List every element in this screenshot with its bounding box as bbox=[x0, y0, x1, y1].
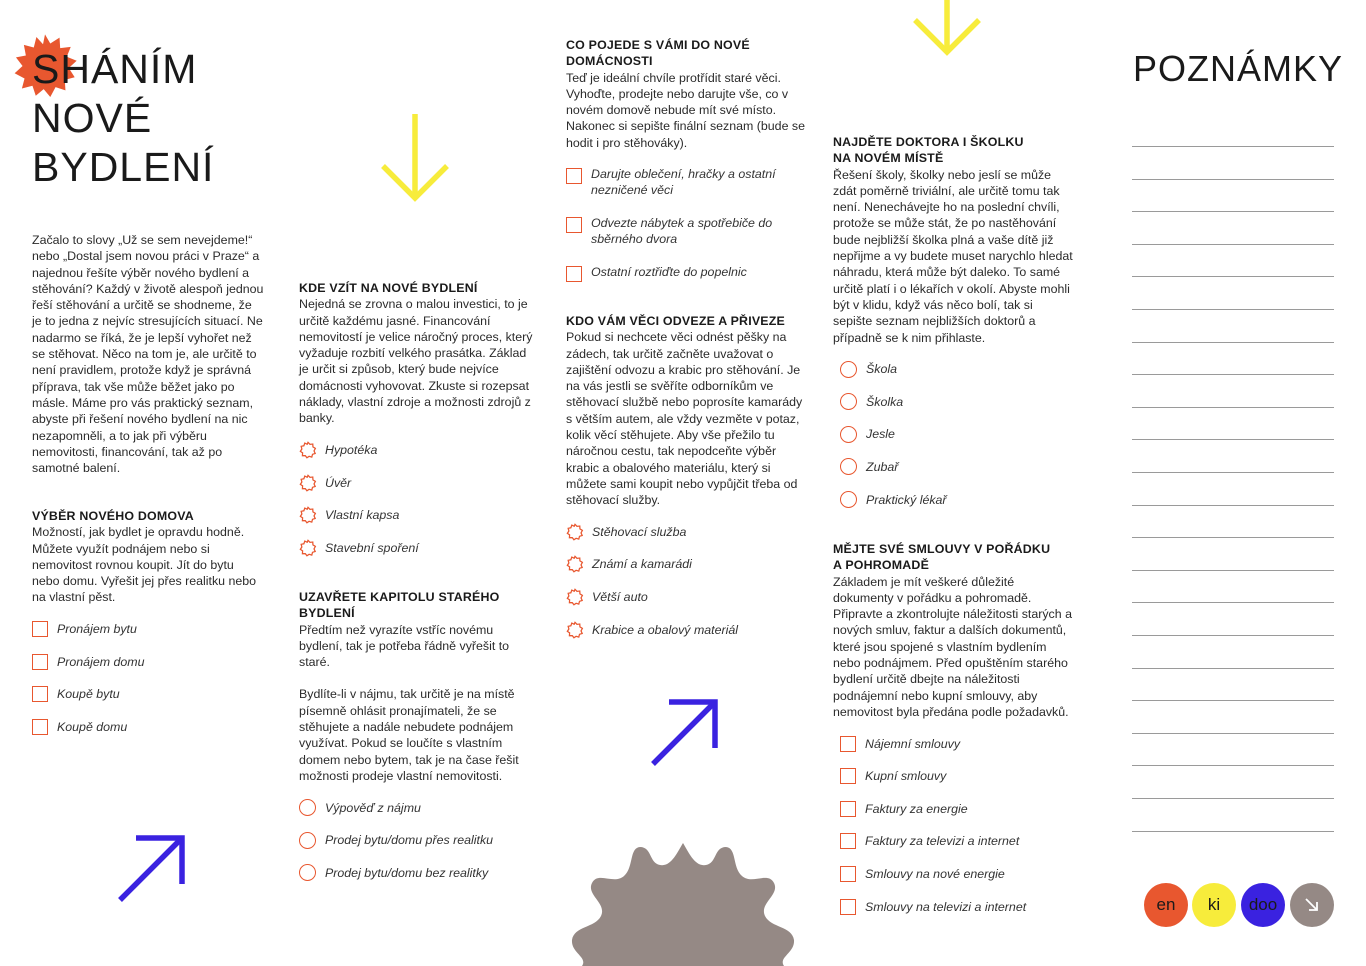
checklist-label: Škola bbox=[866, 362, 897, 377]
section-uzavrete-heading bbox=[299, 589, 535, 622]
radio-circle[interactable] bbox=[299, 864, 316, 881]
checkbox[interactable] bbox=[840, 801, 856, 817]
checklist-label bbox=[591, 215, 772, 248]
checklist-item[interactable] bbox=[840, 385, 1073, 418]
checklist-item[interactable] bbox=[299, 531, 535, 564]
down-arrow-icon bbox=[911, 0, 983, 58]
checkbox[interactable] bbox=[566, 266, 582, 282]
checklist-label: Úvěr bbox=[325, 475, 352, 490]
checklist-item[interactable] bbox=[299, 824, 535, 857]
checklist-label: Smlouvy na televizi a internet bbox=[865, 899, 1027, 914]
checkbox[interactable] bbox=[840, 768, 856, 784]
note-line[interactable] bbox=[1132, 374, 1334, 375]
up-right-arrow-icon bbox=[116, 832, 188, 904]
note-line[interactable] bbox=[1132, 244, 1334, 245]
heading-line-1: UZAVŘETE KAPITOLU STARÉHO bbox=[299, 590, 500, 604]
note-line[interactable] bbox=[1132, 472, 1334, 473]
checklist-label: Ostatní roztřiďte do popelnic bbox=[591, 264, 747, 279]
checkbox[interactable] bbox=[566, 168, 582, 184]
brand-arrow-button[interactable] bbox=[1290, 883, 1334, 927]
checklist-item[interactable] bbox=[299, 434, 535, 467]
title-line-2: NOVÉ bbox=[32, 95, 153, 141]
checklist-label: Kupní smlouvy bbox=[865, 769, 947, 784]
section-kdo bbox=[566, 313, 806, 646]
checklist-item[interactable] bbox=[566, 516, 806, 549]
checklist-item[interactable] bbox=[840, 858, 1073, 891]
radio-circle[interactable] bbox=[840, 426, 857, 443]
checklist-item[interactable] bbox=[566, 215, 806, 264]
section-vyber-heading: VÝBĚR NOVÉHO DOMOVA bbox=[32, 509, 194, 523]
section-kde-text: Nejedná se zrovna o malou investici, to je určitě každému jasné. Financování nemovitostí je velice náročný proces, který vyžaduje rozbití velkého prasátka. Základ je určit si způsob, který bude nejvíce domácnosti vyhovovat. Zkuste si rozepsat náklady, vlastní zdroje a možnosti zdrojů z banky. bbox=[299, 297, 533, 426]
checklist-label: Známí a kamarádi bbox=[592, 557, 692, 572]
checklist-vyber bbox=[32, 613, 264, 743]
section-kde bbox=[299, 280, 535, 564]
grey-burst-shape bbox=[566, 843, 800, 966]
note-line[interactable] bbox=[1132, 700, 1334, 701]
checklist-item[interactable] bbox=[566, 581, 806, 614]
checklist-label: Školka bbox=[866, 394, 904, 409]
checkbox[interactable] bbox=[32, 686, 48, 702]
brand-logo-doo: doo bbox=[1241, 883, 1285, 927]
star-checkbox-icon[interactable] bbox=[299, 506, 317, 524]
heading-line-2: NA NOVÉM MÍSTĚ bbox=[833, 151, 944, 166]
checklist-label: Pronájem bytu bbox=[57, 622, 137, 637]
checklist-label: Stěhovací služba bbox=[592, 524, 687, 539]
section-smlouvy-heading bbox=[833, 541, 1073, 574]
checklist-item[interactable] bbox=[840, 727, 1073, 760]
section-kdo-text: Pokud si nechcete věci odnést pěšky na zádech, tak určitě začněte uvažovat o zajištění odvozu a krabic pro stěhování. Je na vás jestli se svěříte odborníkům ve stěhovací službě nebo poprosíte kamarády s větším autem, ale vždy vezměte v potaz, kolik věcí stěhujete. Aby vše přežilo tu náročnou cestu, tak nepodceňte výběr krabic a obalového materiálu, který si můžete sami koupit nebo vypůjčit třeba od stěhovací služby. bbox=[566, 330, 803, 508]
note-line[interactable] bbox=[1132, 276, 1334, 277]
checkbox[interactable] bbox=[32, 621, 48, 637]
radio-circle[interactable] bbox=[299, 799, 316, 816]
checklist-label: Faktury za energie bbox=[865, 801, 968, 816]
note-line[interactable] bbox=[1132, 765, 1334, 766]
checklist-label: Vlastní kapsa bbox=[325, 508, 400, 523]
checklist-item[interactable] bbox=[566, 264, 806, 297]
note-line[interactable] bbox=[1132, 831, 1334, 832]
checklist-kdo bbox=[566, 516, 806, 646]
note-line[interactable] bbox=[1132, 635, 1334, 636]
checklist-label: Jesle bbox=[866, 427, 895, 442]
note-line[interactable] bbox=[1132, 733, 1334, 734]
heading-line-1: MĚJTE SVÉ SMLOUVY V POŘÁDKU bbox=[833, 542, 1051, 556]
note-line[interactable] bbox=[1132, 439, 1334, 440]
checklist-item[interactable] bbox=[32, 711, 264, 744]
checkbox[interactable] bbox=[566, 217, 582, 233]
checklist-item[interactable] bbox=[840, 760, 1073, 793]
checklist-label: Výpověď z nájmu bbox=[325, 800, 421, 815]
label-line-1: Darujte oblečení, hračky a ostatní bbox=[591, 167, 776, 182]
star-checkbox-icon[interactable] bbox=[566, 621, 584, 639]
radio-circle[interactable] bbox=[840, 361, 857, 378]
checklist-item[interactable] bbox=[299, 856, 535, 889]
column-intro bbox=[32, 0, 264, 734]
down-arrow-icon bbox=[380, 112, 450, 204]
checklist-label: Pronájem domu bbox=[57, 654, 145, 669]
checklist-label: Nájemní smlouvy bbox=[865, 736, 961, 751]
checklist-item[interactable] bbox=[566, 613, 806, 646]
label-line-2: nezničené věci bbox=[591, 183, 673, 198]
checklist-item[interactable] bbox=[566, 548, 806, 581]
note-line[interactable] bbox=[1132, 146, 1334, 147]
checklist-label: Větší auto bbox=[592, 590, 648, 605]
checklist-item[interactable] bbox=[566, 166, 806, 215]
section-uzavrete bbox=[299, 589, 535, 889]
heading-line-2: DOMÁCNOSTI bbox=[566, 54, 653, 69]
brand-logo-ki: ki bbox=[1192, 883, 1236, 927]
section-uzavrete-text-1: Předtím než vyrazíte vstříc novému bydlení, tak je potřeba řádně vyřešit to staré. bbox=[299, 622, 510, 670]
label-line-2: sběrného dvora bbox=[591, 232, 678, 247]
section-smlouvy bbox=[833, 541, 1073, 923]
title-line-1: SHÁNÍM bbox=[32, 46, 198, 92]
checklist-label: Zubař bbox=[866, 459, 899, 474]
checklist-item[interactable] bbox=[32, 613, 264, 646]
section-vyber-text: Možností, jak bydlet je opravdu hodně. Můžete využít podnájem nebo si nemovitost rovnou koupit. Jít do bytu nebo domu. Vyřešit jej přes realitku nebo na vlastní pěst. bbox=[32, 525, 257, 605]
star-checkbox-icon[interactable] bbox=[299, 474, 317, 492]
section-doktor-text: Řešení školy, školky nebo jeslí se může zdát poměrně triviální, ale určitě tomu tak není. Nenechávejte ho na poslední chvíli, protože se může stát, že po nastěhování bude nejbližší školka plná a vaše dítě již nepřijme a vy budete muset narychlo hledat náhradu, která může být daleko. To samé určitě platí i o lékařích v okolí. Abyste mohli být v klidu, když vás něco bolí, tak si sepište seznam nejbližších doktorů a případně se k nim přihlaste. bbox=[833, 167, 1073, 345]
heading-line-1: NAJDĚTE DOKTORA I ŠKOLKU bbox=[833, 135, 1024, 149]
heading-line-2: BYDLENÍ bbox=[299, 606, 355, 621]
heading-line-1: CO POJEDE S VÁMI DO NOVÉ bbox=[566, 38, 750, 52]
checklist-item[interactable] bbox=[840, 451, 1073, 484]
down-right-arrow-icon bbox=[1302, 895, 1322, 915]
heading-line-2: A POHROMADĚ bbox=[833, 558, 930, 573]
note-line[interactable] bbox=[1132, 668, 1334, 669]
section-co-heading bbox=[566, 37, 806, 70]
checklist-uzavrete bbox=[299, 791, 535, 889]
checklist-item[interactable] bbox=[299, 791, 535, 824]
section-doktor-heading bbox=[833, 134, 1073, 167]
section-co-text: Teď je ideální chvíle protřídit staré věci. Vyhoďte, prodejte nebo darujte vše, co v novém domově nebude mít své místo. Nakonec si sepište finální seznam (bude se hodit i pro stěhováky). bbox=[566, 70, 805, 150]
note-line[interactable] bbox=[1132, 407, 1334, 408]
checklist-item[interactable] bbox=[840, 418, 1073, 451]
star-checkbox-icon[interactable] bbox=[566, 588, 584, 606]
checklist-label: Smlouvy na nové energie bbox=[865, 866, 1005, 881]
note-line[interactable] bbox=[1132, 309, 1334, 310]
up-right-arrow-icon bbox=[649, 696, 721, 768]
section-smlouvy-text: Základem je mít veškeré důležité dokumenty v pořádku a pohromadě. Připravte a zkontrolujte náležitosti starých a nových smluv, faktur a dalších dokumentů, které jsou spojené s vlastním bydlením nebo podnájmem. Před opuštěním starého bydlení určitě dbejte na náležitosti podnájemní nebo kupní smlouvy, aby nemovitost byla předána podle požadavků. bbox=[833, 574, 1072, 719]
checkbox[interactable] bbox=[32, 654, 48, 670]
checklist-item[interactable] bbox=[840, 890, 1073, 923]
brand-logo-en: en bbox=[1144, 883, 1188, 927]
section-kde-heading: KDE VZÍT NA NOVÉ BYDLENÍ bbox=[299, 281, 478, 295]
checkbox[interactable] bbox=[840, 899, 856, 915]
section-kdo-heading: KDO VÁM VĚCI ODVEZE A PŘIVEZE bbox=[566, 314, 785, 328]
section-uzavrete-text-2: Bydlíte-li v nájmu, tak určitě je na místě písemně ohlásit pronajímateli, že se stěhujete a nadále nebudete podnájem využívat. Pokud se loučíte s vlastním domem nebo bytem, tak je na čase řešit možnosti prodeje vlastní nemovitosti. bbox=[299, 687, 519, 783]
note-line[interactable] bbox=[1132, 179, 1334, 180]
section-doktor bbox=[833, 134, 1073, 516]
note-line[interactable] bbox=[1132, 505, 1334, 506]
checklist-item[interactable] bbox=[840, 483, 1073, 516]
checklist-label: Prodej bytu/domu bez realitky bbox=[325, 865, 489, 880]
checklist-label: Praktický lékař bbox=[866, 492, 947, 507]
checkbox[interactable] bbox=[840, 736, 856, 752]
checklist-label bbox=[591, 166, 776, 199]
page-title bbox=[32, 45, 264, 192]
section-vyber bbox=[32, 508, 264, 743]
radio-circle[interactable] bbox=[840, 491, 857, 508]
note-line[interactable] bbox=[1132, 570, 1334, 571]
radio-circle[interactable] bbox=[299, 832, 316, 849]
title-line-3: BYDLENÍ bbox=[32, 144, 215, 190]
star-checkbox-icon[interactable] bbox=[566, 523, 584, 541]
checklist-item[interactable] bbox=[840, 353, 1073, 386]
intro-text: Začalo to slovy „Už se sem nevejdeme!“ nebo „Dostal jsem novou práci v Praze“ a najednou řešíte výběr nového bydlení a stěhování? Každý v životě alespoň jednou řeší stěhování a určitě se shodneme, že je to jedna z nejvíc stresujících situací. Ne nadarmo se říká, že je lepší vyhořet než se stěhovat. Něco na tom je, ale určitě to není pravidlem, protože když je správná příprava, tak vše může běžet jako po másle. Máme pro vás praktický seznam, abyste při řešení nového bydlení na nic nezapomněli, a to jak při výběru nemovitosti, financování, tak až po samotné balení. bbox=[32, 233, 264, 476]
checkbox[interactable] bbox=[840, 866, 856, 882]
checklist-kde bbox=[299, 434, 535, 564]
star-checkbox-icon[interactable] bbox=[566, 555, 584, 573]
note-line[interactable] bbox=[1132, 798, 1334, 799]
checklist-item[interactable] bbox=[32, 678, 264, 711]
checklist-label: Stavební spoření bbox=[325, 540, 419, 555]
checklist-doktor bbox=[840, 353, 1073, 516]
note-line[interactable] bbox=[1132, 537, 1334, 538]
checklist-item[interactable] bbox=[840, 825, 1073, 858]
checklist-label: Koupě bytu bbox=[57, 687, 120, 702]
checklist-label: Faktury za televizi a internet bbox=[865, 834, 1020, 849]
notes-title: POZNÁMKY bbox=[1133, 48, 1344, 89]
checklist-smlouvy bbox=[840, 727, 1073, 923]
checklist-label: Koupě domu bbox=[57, 719, 128, 734]
star-checkbox-icon[interactable] bbox=[299, 441, 317, 459]
checklist-label: Hypotéka bbox=[325, 442, 378, 457]
note-line[interactable] bbox=[1132, 602, 1334, 603]
star-checkbox-icon[interactable] bbox=[299, 539, 317, 557]
label-line-1: Odvezte nábytek a spotřebiče do bbox=[591, 215, 773, 230]
radio-circle[interactable] bbox=[840, 458, 857, 475]
checklist-item[interactable] bbox=[32, 645, 264, 678]
checklist-item[interactable] bbox=[299, 466, 535, 499]
checkbox[interactable] bbox=[32, 719, 48, 735]
section-co bbox=[566, 37, 806, 296]
note-line[interactable] bbox=[1132, 211, 1334, 212]
checklist-item[interactable] bbox=[840, 792, 1073, 825]
note-line[interactable] bbox=[1132, 342, 1334, 343]
checklist-co bbox=[566, 166, 806, 296]
checkbox[interactable] bbox=[840, 833, 856, 849]
checklist-label: Prodej bytu/domu přes realitku bbox=[325, 833, 494, 848]
checklist-item[interactable] bbox=[299, 499, 535, 532]
radio-circle[interactable] bbox=[840, 393, 857, 410]
checklist-label: Krabice a obalový materiál bbox=[592, 622, 739, 637]
